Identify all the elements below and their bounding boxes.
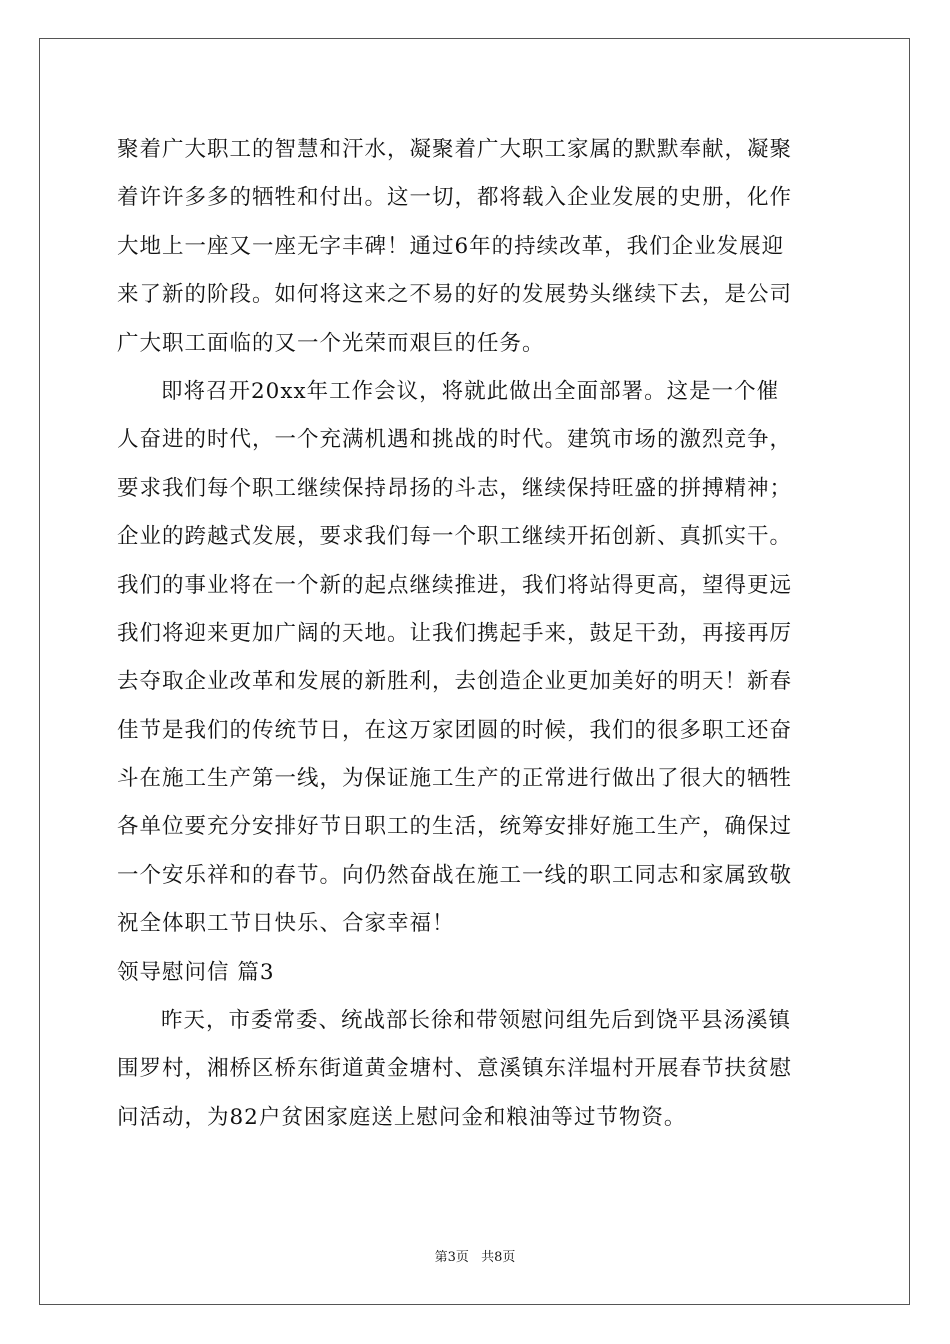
page-total: 共8页: [481, 1250, 516, 1265]
text-line: 人奋进的时代，一个充满机遇和挑战的时代。建筑市场的激烈竞争，: [117, 427, 793, 453]
text-line: 来了新的阶段。如何将这来之不易的好的发展势头继续下去，是公司: [117, 282, 793, 308]
page-number: 第3页: [434, 1250, 469, 1265]
text-line: 聚着广大职工的智慧和汗水，凝聚着广大职工家属的默默奉献，凝聚: [117, 137, 793, 162]
text-line: 即将召开20xx年工作会议，将就此做出全面部署。这是一个催: [161, 378, 780, 404]
text-line: 佳节是我们的传统节日，在这万家团圆的时候，我们的很多职工还奋: [117, 717, 793, 743]
text-line: 广大职工面临的又一个光荣而艰巨的任务。: [117, 330, 545, 356]
text-line: 要求我们每个职工继续保持昂扬的斗志，继续保持旺盛的拼搏精神；: [117, 475, 793, 501]
text-line: 问活动，为82户贫困家庭送上慰问金和粮油等过节物资。: [117, 1104, 687, 1130]
paragraph-1: [117, 126, 837, 368]
text-line: 祝全体职工节日快乐、合家幸福！: [117, 911, 455, 937]
text-line: 去夺取企业改革和发展的新胜利，去创造企业更加美好的明天！新春: [117, 669, 793, 695]
section-heading: 领导慰问信 篇3: [117, 959, 275, 985]
text-line: 企业的跨越式发展，要求我们每一个职工继续开拓创新、真抓实干。: [117, 524, 793, 550]
paragraph-2: [117, 368, 837, 949]
text-line: 各单位要充分安排好节日职工的生活，统筹安排好施工生产，确保过: [117, 814, 793, 840]
text-line: 斗在施工生产第一线，为保证施工生产的正常进行做出了很大的牺牲: [117, 766, 793, 792]
text-line: 我们的事业将在一个新的起点继续推进，我们将站得更高，望得更远: [117, 572, 793, 598]
document-body: [117, 126, 837, 1142]
text-line: 我们将迎来更加广阔的天地。让我们携起手来，鼓足干劲，再接再厉: [117, 620, 793, 646]
text-line: 昨天，市委常委、统战部长徐和带领慰问组先后到饶平县汤溪镇: [161, 1008, 792, 1034]
text-line: 围罗村，湘桥区桥东街道黄金塘村、意溪镇东洋塭村开展春节扶贫慰: [117, 1056, 793, 1082]
text-line: 着许许多多的牺牲和付出。这一切，都将载入企业发展的史册，化作: [117, 185, 793, 211]
text-line: 大地上一座又一座无字丰碑！通过6年的持续改革，我们企业发展迎: [117, 233, 785, 259]
text-line: 一个安乐祥和的春节。向仍然奋战在施工一线的职工同志和家属致敬: [117, 862, 793, 888]
page-footer: [0, 1246, 950, 1265]
paragraph-3: [117, 997, 837, 1142]
